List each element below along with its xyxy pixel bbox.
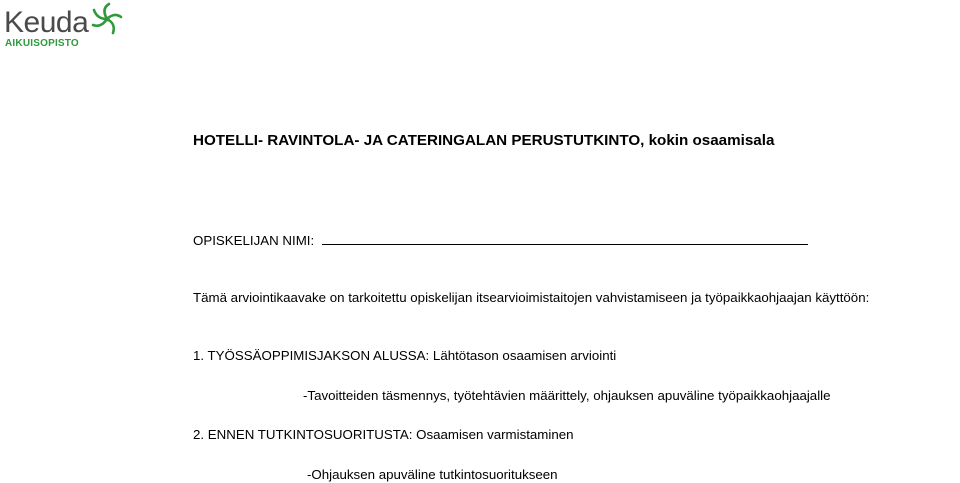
section-1-detail: -Tavoitteiden täsmennys, työtehtävien määrittely, ohjauksen apuväline työpaikkaohjaajalle [303, 388, 831, 403]
keuda-leaf-logo-icon [90, 2, 124, 36]
section-2-heading: 2. ENNEN TUTKINTOSUORITUSTA: Osaamisen varmistaminen [193, 427, 574, 442]
document-title: HOTELLI- RAVINTOLA- JA CATERINGALAN PERUSTUTKINTO, kokin osaamisala [193, 132, 775, 149]
student-name-row [193, 232, 808, 249]
section-1-heading: 1. TYÖSSÄOPPIMISJAKSON ALUSSA: Lähtötason osaamisen arviointi [193, 348, 617, 363]
student-name-label: OPISKELIJAN NIMI: [193, 233, 315, 248]
intro-text: Tämä arviointikaavake on tarkoitettu opiskelijan itsearvioimistaitojen vahvistamiseen ja työpaikkaohjaajan käyttöön: [193, 290, 870, 305]
student-name-blank-line [322, 232, 808, 245]
logo-wordmark: Keuda [4, 6, 89, 39]
section-2-detail: -Ohjauksen apuväline tutkintosuoritukseen [307, 467, 558, 482]
logo-subtitle: AIKUISOPISTO [5, 38, 79, 49]
keuda-logo [4, 2, 122, 50]
